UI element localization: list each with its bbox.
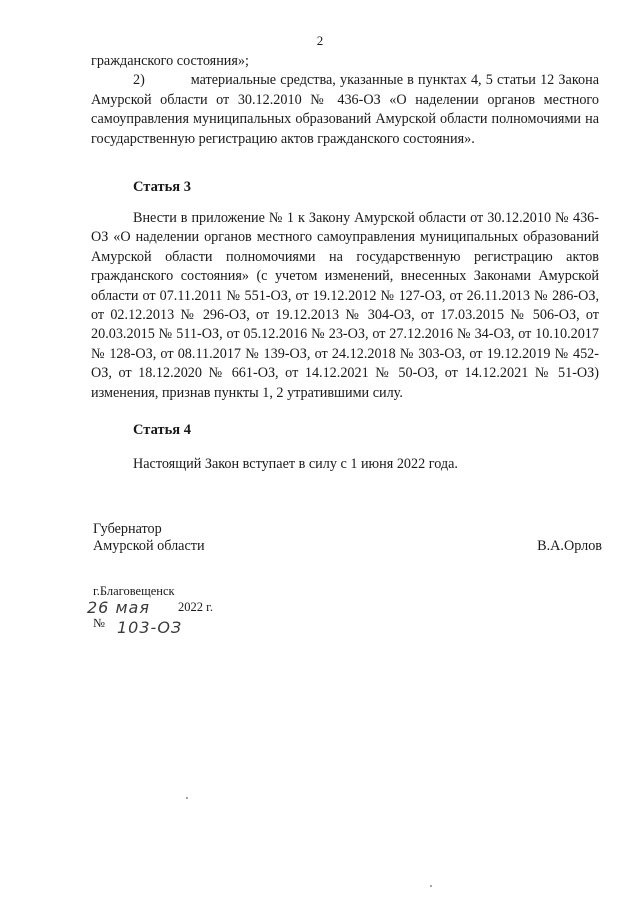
scan-speck: [186, 797, 188, 799]
page-number: 2: [316, 33, 324, 48]
article-4-text: Настоящий Закон вступает в силу с 1 июня 2022 года.: [133, 456, 458, 472]
article-3-block: [91, 209, 599, 403]
footer-number: [93, 616, 183, 637]
signature-title-line-2: Амурской области: [93, 538, 205, 554]
article-4-heading: Статья 4: [133, 422, 191, 438]
intro-continuation: гражданского состояния»;: [91, 53, 249, 69]
intro-item-2: 2) материальные средства, указанные в пунктах 4, 5 статьи 12 Закона Амурской области от 30.12.2010 № 436-ОЗ «О наделении органов местного самоуправления муниципальных образований Амурской области полномочиями на государственную регистрацию актов гражданского состояния».: [91, 72, 599, 147]
signature-name: В.А.Орлов: [537, 538, 602, 554]
signature-title: [93, 521, 205, 555]
footer-city: г.Благовещенск: [93, 584, 175, 598]
article-3-text: Внести в приложение № 1 к Закону Амурской области от 30.12.2010 № 436-ОЗ «О наделении органов местного самоуправления муниципальных образований Амурской области полномочиями на государственную регистрацию актов гражданского состояния» (с учетом изменений, внесенных Законами Амурской области от 07.11.2011 № 551-ОЗ, от 19.12.2012 № 127-ОЗ, от 26.11.2013 № 286-ОЗ, от 02.12.2013 № 296-ОЗ, от 19.12.2013 № 304-ОЗ, от 17.03.2015 № 506-ОЗ, от 20.03.2015 № 511-ОЗ, от 05.12.2016 № 23-ОЗ, от 27.12.2016 № 34-ОЗ, от 10.10.2017 № 128-ОЗ, от 08.11.2017 № 139-ОЗ, от 24.12.2018 № 303-ОЗ, от 19.12.2019 № 452-ОЗ, от 18.12.2020 № 661-ОЗ, от 14.12.2021 № 50-ОЗ, от 14.12.2021 № 51-ОЗ) изменения, признав пункты 1, 2 утратившими силу.: [91, 210, 599, 401]
article-3-heading: Статья 3: [133, 179, 191, 195]
signature-title-line-1: Губернатор: [93, 521, 162, 537]
date-handwritten: 26 мая: [87, 598, 150, 617]
scan-speck: [430, 885, 432, 887]
number-label: №: [93, 616, 105, 630]
article-4-block: [91, 455, 599, 474]
date-year: 2022 г.: [178, 600, 213, 614]
number-handwritten: 103-ОЗ: [117, 618, 183, 637]
intro-block: [91, 52, 599, 149]
